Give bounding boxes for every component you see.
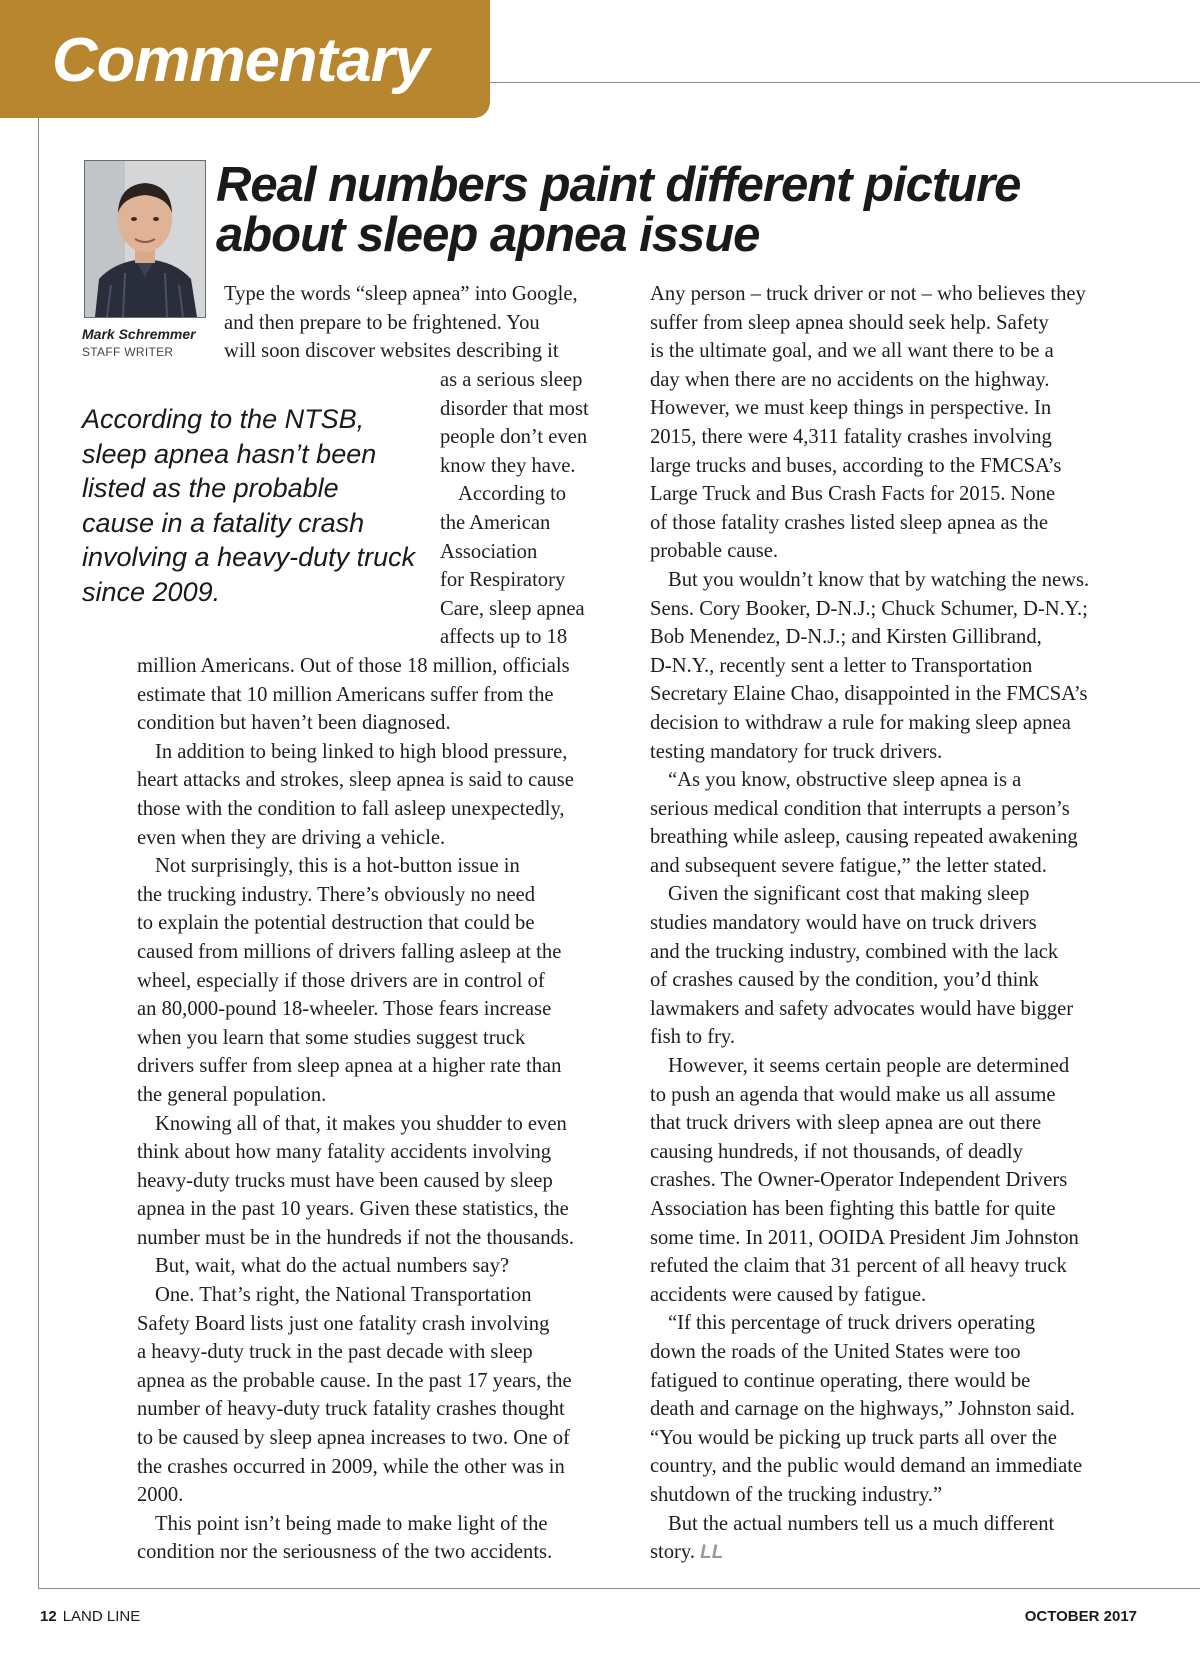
body-line: for Respiratory xyxy=(440,569,566,592)
body-line: will soon discover websites describing it xyxy=(224,340,559,363)
author-portrait-illustration xyxy=(85,161,205,317)
body-line: testing mandatory for truck drivers. xyxy=(650,740,943,763)
body-line: According to xyxy=(458,483,567,506)
bottom-rule xyxy=(38,1588,1200,1589)
body-line: number of heavy-duty truck fatality crashes thought xyxy=(137,1398,565,1421)
body-line: affects up to 18 xyxy=(440,626,568,649)
body-line: decision to withdraw a rule for making sleep apnea xyxy=(650,711,1071,734)
body-line: when you learn that some studies suggest truck xyxy=(137,1026,526,1049)
body-line: D-N.Y., recently sent a letter to Transportation xyxy=(650,654,1033,677)
body-line: 2015, there were 4,311 fatality crashes involving xyxy=(650,425,1052,448)
body-line: accidents were caused by fatigue. xyxy=(650,1283,927,1306)
body-line: drivers suffer from sleep apnea at a higher rate than xyxy=(137,1055,562,1078)
left-rule xyxy=(38,118,39,1588)
body-line: the American xyxy=(440,511,551,534)
body-line: some time. In 2011, OOIDA President Jim Johnston xyxy=(650,1226,1079,1249)
body-column-1-top xyxy=(224,280,578,366)
body-line: However, it seems certain people are determined xyxy=(668,1055,1070,1078)
body-line: to push an agenda that would make us all assume xyxy=(650,1083,1056,1106)
pull-quote xyxy=(82,402,432,609)
body-line: apnea as the probable cause. In the past 17 years, the xyxy=(137,1369,572,1392)
body-line: causing hundreds, if not thousands, of deadly xyxy=(650,1140,1023,1163)
body-line: But you wouldn’t know that by watching the news. xyxy=(668,568,1090,591)
pull-quote-line: since 2009. xyxy=(82,576,221,607)
pull-quote-line: According to the NTSB, xyxy=(82,404,365,434)
body-line: This point isn’t being made to make light of the xyxy=(155,1512,548,1535)
body-line: death and carnage on the highways,” Johnston said. xyxy=(650,1398,1075,1421)
top-rule xyxy=(490,82,1200,83)
body-line: However, we must keep things in perspective. In xyxy=(650,397,1052,420)
body-line: apnea in the past 10 years. Given these statistics, the xyxy=(137,1198,569,1221)
body-line: suffer from sleep apnea should seek help. Safety xyxy=(650,311,1049,334)
body-line: Association xyxy=(440,540,538,563)
body-line: that truck drivers with sleep apnea are out there xyxy=(650,1112,1042,1135)
issue-date: OCTOBER 2017 xyxy=(1024,1608,1137,1625)
body-line: Association has been fighting this battle for quite xyxy=(650,1198,1056,1220)
body-line: Type the words “sleep apnea” into Google, xyxy=(224,283,578,305)
body-line: “If this percentage of truck drivers operating xyxy=(668,1312,1036,1335)
body-line: a heavy-duty truck in the past decade with sleep xyxy=(137,1341,533,1364)
body-line: Given the significant cost that making sleep xyxy=(668,883,1030,906)
body-line: crashes. The Owner-Operator Independent Drivers xyxy=(650,1169,1068,1192)
body-line-last-text: story. xyxy=(650,1541,695,1564)
body-line: an 80,000-pound 18-wheeler. Those fears increase xyxy=(137,998,552,1021)
body-line: is the ultimate goal, and we all want there to be a xyxy=(650,340,1054,363)
body-line: even when they are driving a vehicle. xyxy=(137,826,446,849)
body-line: people don’t even xyxy=(440,426,588,449)
body-line: know they have. xyxy=(440,454,576,477)
body-line: of crashes caused by the condition, you’d think xyxy=(650,969,1039,992)
page-number: 12 xyxy=(40,1608,57,1625)
body-line: Not surprisingly, this is a hot-button issue in xyxy=(155,855,520,878)
body-line: “As you know, obstructive sleep apnea is a xyxy=(668,769,1022,792)
body-line: Sens. Cory Booker, D-N.J.; Chuck Schumer, D-N.Y.; xyxy=(650,597,1088,620)
body-line: shutdown of the trucking industry.” xyxy=(650,1483,943,1506)
body-line: disorder that most xyxy=(440,397,589,420)
body-line: million Americans. Out of those 18 million, officials xyxy=(137,655,570,677)
body-line: caused from millions of drivers falling asleep at the xyxy=(137,940,562,963)
body-line: the crashes occurred in 2009, while the other was in xyxy=(137,1455,565,1478)
body-line: Knowing all of that, it makes you shudder to even xyxy=(155,1112,567,1135)
author-photo xyxy=(84,160,206,318)
body-line: Safety Board lists just one fatality crash involving xyxy=(137,1312,550,1335)
body-line: of those fatality crashes listed sleep apnea as the xyxy=(650,511,1048,534)
body-line: serious medical condition that interrupts a person’s xyxy=(650,797,1070,820)
body-line: studies mandatory would have on truck drivers xyxy=(650,912,1037,935)
body-line: But, wait, what do the actual numbers say? xyxy=(155,1255,510,1278)
body-line: 2000. xyxy=(137,1484,184,1507)
body-line: Any person – truck driver or not – who believes they xyxy=(650,283,1086,305)
body-line-last xyxy=(650,1538,1089,1568)
body-line: Secretary Elaine Chao, disappointed in the FMCSA’s xyxy=(650,683,1088,706)
body-column-1-main xyxy=(137,652,574,1567)
body-line: heavy-duty trucks must have been caused by sleep xyxy=(137,1169,553,1192)
pull-quote-line: sleep apnea hasn’t been xyxy=(82,438,377,469)
body-line: lawmakers and safety advocates would have bigger xyxy=(650,997,1074,1020)
body-line: the general population. xyxy=(137,1083,327,1106)
body-line: But the actual numbers tell us a much different xyxy=(668,1512,1055,1535)
body-line: and the trucking industry, combined with the lack xyxy=(650,940,1059,963)
body-column-2 xyxy=(650,280,1089,1568)
body-line: and subsequent severe fatigue,” the letter stated. xyxy=(650,854,1047,877)
body-line: wheel, especially if those drivers are in control of xyxy=(137,969,545,992)
body-line: In addition to being linked to high blood pressure, xyxy=(155,740,568,763)
body-line: heart attacks and strokes, sleep apnea is said to cause xyxy=(137,769,574,792)
headline-line: Real numbers paint different picture xyxy=(216,158,1021,212)
body-line: estimate that 10 million Americans suffer from the xyxy=(137,683,554,706)
author-title: STAFF WRITER xyxy=(82,345,174,359)
body-line: think about how many fatality accidents involving xyxy=(137,1141,552,1164)
body-line: fatigued to continue operating, there would be xyxy=(650,1369,1031,1392)
headline xyxy=(216,160,1116,260)
body-line: country, and the public would demand an immediate xyxy=(650,1455,1083,1478)
body-line: probable cause. xyxy=(650,540,779,563)
body-line: Care, sleep apnea xyxy=(440,597,585,620)
pull-quote-line: involving a heavy-duty truck xyxy=(82,542,416,572)
body-line: and then prepare to be frightened. You xyxy=(224,311,540,334)
body-line: “You would be picking up truck parts all over the xyxy=(650,1426,1057,1449)
land-line-end-mark: LL xyxy=(700,1542,724,1564)
body-line: condition but haven’t been diagnosed. xyxy=(137,712,451,735)
footer-left xyxy=(40,1608,140,1625)
body-line: the trucking industry. There’s obviously no need xyxy=(137,883,536,906)
body-line: as a serious sleep xyxy=(440,369,583,391)
body-line: down the roads of the United States were too xyxy=(650,1340,1021,1363)
body-line: those with the condition to fall asleep unexpectedly, xyxy=(137,797,565,820)
body-line: day when there are no accidents on the highway. xyxy=(650,368,1050,391)
author-name: Mark Schremmer xyxy=(82,326,196,342)
publication-name: LAND LINE xyxy=(62,1608,141,1625)
pull-quote-line: listed as the probable xyxy=(82,473,339,503)
body-line: refuted the claim that 31 percent of all heavy truck xyxy=(650,1255,1067,1278)
body-line: large trucks and buses, according to the FMCSA’s xyxy=(650,454,1062,477)
headline-line: about sleep apnea issue xyxy=(216,208,760,262)
body-line: fish to fry. xyxy=(650,1026,736,1049)
body-line: Large Truck and Bus Crash Facts for 2015. None xyxy=(650,483,1056,506)
body-line: to explain the potential destruction that could be xyxy=(137,912,535,935)
body-line: Bob Menendez, D-N.J.; and Kirsten Gillibrand, xyxy=(650,626,1042,649)
body-line: condition nor the seriousness of the two accidents. xyxy=(137,1541,553,1564)
body-column-1-narrow xyxy=(440,366,589,652)
section-tab xyxy=(0,0,490,118)
body-line: to be caused by sleep apnea increases to two. One of xyxy=(137,1427,570,1450)
body-line: number must be in the hundreds if not the thousands. xyxy=(137,1226,574,1249)
pull-quote-line: cause in a fatality crash xyxy=(82,507,365,538)
body-line: breathing while asleep, causing repeated awakening xyxy=(650,826,1078,849)
section-title: Commentary xyxy=(52,26,429,95)
body-line: One. That’s right, the National Transportation xyxy=(155,1284,532,1307)
